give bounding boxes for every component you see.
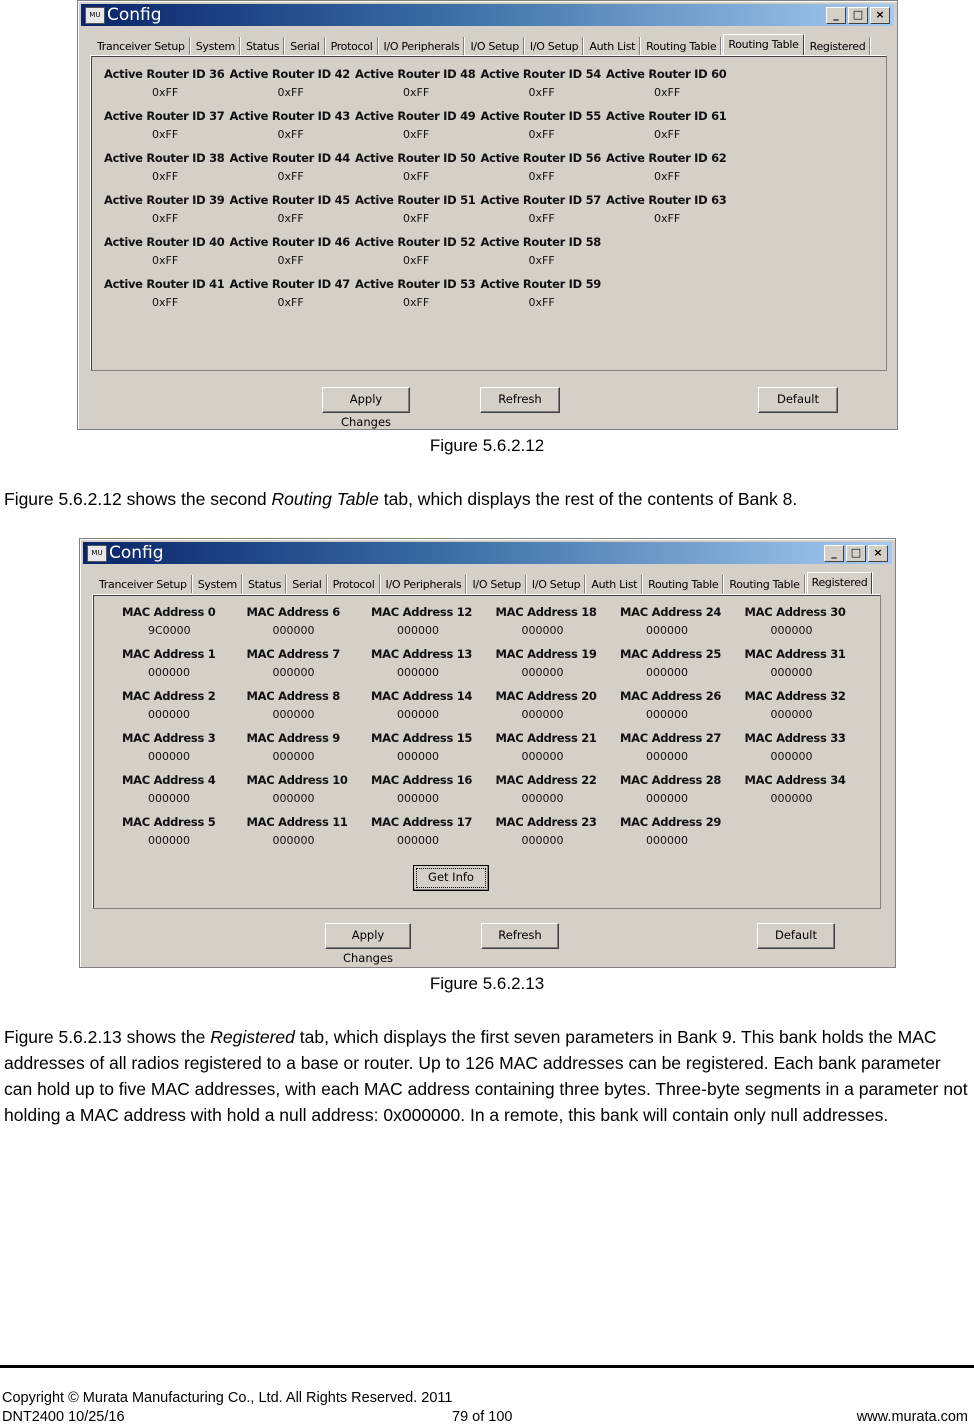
parameter-label: Active Router ID 59 [480, 277, 602, 291]
parameter-label: MAC Address 15 [371, 731, 473, 745]
parameter-cell [620, 605, 745, 637]
parameter-label: MAC Address 33 [744, 731, 846, 745]
parameter-value: 0xFF [654, 212, 681, 225]
tab-auth-list[interactable]: Auth List [585, 37, 640, 55]
parameter-value: 000000 [646, 666, 688, 679]
parameter-label: Active Router ID 39 [104, 193, 225, 207]
parameter-cell [496, 731, 621, 763]
parameter-label: MAC Address 13 [371, 647, 473, 661]
parameter-value: 000000 [770, 708, 813, 721]
parameter-value: 000000 [770, 624, 813, 637]
parameter-label: MAC Address 12 [371, 605, 473, 619]
tab-protocol[interactable]: Protocol [327, 37, 378, 55]
parameter-label: MAC Address 31 [744, 647, 846, 661]
apply-changes-button[interactable]: Apply Changes [322, 387, 410, 413]
parameter-value: 0xFF [403, 170, 430, 183]
parameter-cell [745, 689, 870, 721]
parameter-label: MAC Address 32 [744, 689, 846, 703]
parameter-cell [745, 605, 870, 637]
parameter-label: Active Router ID 38 [104, 151, 225, 165]
figure-caption: Figure 5.6.2.13 [429, 974, 545, 993]
parameter-cell [247, 647, 372, 679]
parameter-label: MAC Address 22 [495, 773, 597, 787]
app-icon: MU [85, 7, 105, 24]
parameter-value: 000000 [646, 834, 688, 847]
default-button[interactable]: Default [757, 923, 835, 949]
parameter-cell [247, 605, 372, 637]
parameter-value: 000000 [397, 792, 439, 805]
parameter-cell [496, 773, 621, 805]
minimize-icon[interactable]: _ [826, 7, 846, 24]
parameter-label: MAC Address 18 [495, 605, 597, 619]
parameter-label: Active Router ID 44 [229, 151, 351, 165]
parameter-value: 000000 [521, 792, 564, 805]
parameter-label: Active Router ID 56 [480, 151, 602, 165]
parameter-cell [122, 605, 247, 637]
parameter-label: MAC Address 2 [122, 689, 216, 703]
paragraph [4, 1024, 970, 1128]
parameter-value: 000000 [272, 624, 315, 637]
parameter-cell [481, 67, 606, 99]
parameter-label: Active Router ID 48 [355, 67, 476, 81]
parameter-label: Active Router ID 37 [104, 109, 225, 123]
tab-routing-table[interactable]: Routing Table [723, 34, 803, 57]
parameter-label: Active Router ID 47 [229, 277, 351, 291]
parameter-label: MAC Address 24 [620, 605, 722, 619]
parameter-value: 0xFF [528, 86, 555, 99]
parameter-cell [371, 731, 496, 763]
parameter-cell [104, 109, 229, 141]
parameter-cell [355, 67, 480, 99]
para-emphasis: Routing Table [271, 489, 379, 509]
close-icon[interactable]: × [870, 7, 890, 24]
parameter-value: 000000 [521, 750, 564, 763]
parameter-cell [481, 151, 606, 183]
parameter-cell [230, 109, 355, 141]
tab-registered[interactable]: Registered [806, 37, 871, 55]
tab-auth-list[interactable]: Auth List [587, 575, 642, 593]
parameter-cell [247, 731, 372, 763]
parameter-cell [104, 277, 229, 309]
parameter-label: MAC Address 10 [246, 773, 348, 787]
tab-strip [93, 33, 872, 55]
tab-system[interactable]: System [192, 37, 240, 55]
tab-tranceiver-setup[interactable]: Tranceiver Setup [95, 575, 192, 593]
apply-changes-button[interactable]: Apply Changes [325, 923, 411, 949]
parameter-value: 0xFF [277, 212, 304, 225]
parameter-cell [481, 193, 606, 225]
footer-copyright: Copyright © Murata Manufacturing Co., Ltd. All Rights Reserved. 2011 [2, 1390, 453, 1406]
parameter-cell [355, 277, 480, 309]
parameter-label: MAC Address 26 [620, 689, 722, 703]
tab-protocol[interactable]: Protocol [329, 575, 380, 593]
parameter-cell [371, 815, 496, 847]
parameter-value: 0xFF [152, 86, 179, 99]
parameter-cell [371, 689, 496, 721]
parameter-cell [371, 647, 496, 679]
parameter-cell [355, 151, 480, 183]
parameter-label: MAC Address 29 [620, 815, 722, 829]
parameter-label: MAC Address 16 [371, 773, 473, 787]
parameter-cell [122, 815, 247, 847]
parameter-value: 0xFF [277, 296, 304, 309]
parameter-label: Active Router ID 50 [355, 151, 476, 165]
parameter-value: 0xFF [654, 128, 681, 141]
parameter-cell [355, 235, 480, 267]
para-text: tab, which displays the rest of the contents of Bank 8. [378, 489, 798, 509]
parameter-cell [230, 151, 355, 183]
parameter-label: Active Router ID 46 [229, 235, 351, 249]
parameter-value: 000000 [521, 624, 564, 637]
para-text: tab, which displays the first seven parameters in Bank 9. This bank holds the MAC addresses of all radios registered to a base or router. Up to 126 MAC addresses can be registered. Each bank parameter can hold up to five MAC addresses, with each MAC address containing three bytes. Three-byte segments in a parameter not holding a MAC address with hold a null address: 0x000000. In a remote, this bank will contain only null addresses. [4, 1027, 968, 1125]
close-icon[interactable]: × [868, 545, 888, 562]
parameter-cell [122, 731, 247, 763]
parameter-value: 000000 [521, 708, 564, 721]
parameter-cell [496, 605, 621, 637]
parameter-label: MAC Address 28 [620, 773, 722, 787]
footer-page-number: 79 of 100 [452, 1409, 513, 1425]
parameter-cell [122, 647, 247, 679]
parameter-value: 000000 [148, 708, 190, 721]
parameter-label: Active Router ID 61 [606, 109, 727, 123]
refresh-button[interactable]: Refresh [481, 923, 559, 949]
parameter-label: Active Router ID 40 [104, 235, 225, 249]
parameter-cell [481, 277, 606, 309]
parameter-cell [122, 689, 247, 721]
parameter-value: 000000 [148, 792, 190, 805]
parameter-cell [247, 773, 372, 805]
parameter-cell [371, 773, 496, 805]
parameter-value: 000000 [148, 834, 190, 847]
tab-i-o-peripherals[interactable]: I/O Peripherals [380, 37, 465, 55]
parameter-value: 000000 [770, 792, 813, 805]
parameter-value: 0xFF [528, 128, 555, 141]
parameter-label: MAC Address 21 [495, 731, 597, 745]
parameter-value: 0xFF [403, 296, 430, 309]
parameter-label: MAC Address 25 [620, 647, 722, 661]
parameter-cell [122, 773, 247, 805]
parameter-value: 000000 [397, 750, 439, 763]
parameter-cell [371, 605, 496, 637]
parameter-value: 000000 [272, 750, 315, 763]
parameter-cell [745, 731, 870, 763]
parameter-cell [230, 67, 355, 99]
para-text: Figure 5.6.2.12 shows the second [4, 489, 272, 509]
parameter-label: Active Router ID 58 [480, 235, 602, 249]
parameter-value: 000000 [646, 624, 688, 637]
tab-system[interactable]: System [194, 575, 242, 593]
parameter-cell [606, 67, 731, 99]
parameter-value: 000000 [397, 708, 439, 721]
parameter-cell [620, 773, 745, 805]
parameter-cell [247, 689, 372, 721]
parameter-value: 0xFF [654, 170, 681, 183]
paragraph [4, 486, 970, 512]
parameter-cell [606, 151, 731, 183]
parameter-label: Active Router ID 54 [480, 67, 602, 81]
title-bar [83, 542, 892, 564]
parameter-label: MAC Address 7 [246, 647, 340, 661]
default-button[interactable]: Default [758, 387, 838, 413]
parameter-cell [606, 109, 731, 141]
parameter-label: MAC Address 6 [246, 605, 340, 619]
refresh-button[interactable]: Refresh [480, 387, 560, 413]
parameter-label: MAC Address 9 [246, 731, 340, 745]
parameter-label: Active Router ID 52 [355, 235, 476, 249]
window-title: Config [109, 543, 164, 563]
parameter-value: 000000 [397, 834, 439, 847]
parameter-value: 0xFF [152, 128, 179, 141]
parameter-value: 0xFF [403, 254, 430, 267]
parameter-label: MAC Address 27 [620, 731, 722, 745]
parameter-value: 0xFF [152, 170, 179, 183]
parameter-value: 000000 [770, 750, 813, 763]
parameter-value: 000000 [646, 750, 688, 763]
maximize-icon[interactable]: □ [848, 7, 868, 24]
parameter-label: MAC Address 19 [495, 647, 597, 661]
parameter-value: 000000 [521, 666, 564, 679]
parameter-cell [104, 235, 229, 267]
parameter-label: MAC Address 8 [246, 689, 340, 703]
parameter-cell [481, 109, 606, 141]
parameter-label: Active Router ID 53 [355, 277, 476, 291]
parameter-cell [620, 815, 745, 847]
parameter-value: 0xFF [152, 212, 179, 225]
parameter-cell [496, 647, 621, 679]
tab-status[interactable]: Status [244, 575, 286, 593]
parameter-label: Active Router ID 62 [606, 151, 727, 165]
tab-routing-table[interactable]: Routing Table [725, 575, 804, 593]
parameter-label: MAC Address 1 [122, 647, 216, 661]
tab-routing-table[interactable]: Routing Table [642, 37, 721, 55]
parameter-value: 0xFF [403, 86, 430, 99]
get-info-button[interactable]: Get Info [413, 865, 489, 891]
tab-i-o-setup[interactable]: I/O Setup [528, 575, 585, 593]
parameter-label: MAC Address 14 [371, 689, 473, 703]
parameter-value: 0xFF [152, 296, 179, 309]
tab-tranceiver-setup[interactable]: Tranceiver Setup [93, 37, 190, 55]
parameter-label: MAC Address 0 [122, 605, 216, 619]
parameter-label: MAC Address 5 [122, 815, 216, 829]
parameter-value: 9C0000 [148, 624, 191, 637]
tab-routing-table[interactable]: Routing Table [644, 575, 723, 593]
parameter-value: 0xFF [528, 170, 555, 183]
parameter-cell [496, 689, 621, 721]
footer-url: www.murata.com [856, 1409, 968, 1425]
parameter-value: 000000 [272, 708, 315, 721]
parameter-label: MAC Address 11 [246, 815, 348, 829]
tab-i-o-setup[interactable]: I/O Setup [466, 37, 523, 55]
parameter-cell [230, 277, 355, 309]
parameter-value: 0xFF [528, 296, 555, 309]
figure-caption: Figure 5.6.2.12 [429, 436, 545, 455]
parameter-label: MAC Address 3 [122, 731, 216, 745]
config-window-registered [79, 538, 896, 968]
parameter-cell [606, 193, 731, 225]
parameter-value: 0xFF [654, 86, 681, 99]
parameter-label: MAC Address 30 [744, 605, 846, 619]
parameter-cell [620, 647, 745, 679]
parameter-label: Active Router ID 60 [606, 67, 727, 81]
para-text: Figure 5.6.2.13 shows the [4, 1027, 211, 1047]
parameter-value: 0xFF [277, 86, 304, 99]
parameter-cell [745, 647, 870, 679]
parameter-label: Active Router ID 63 [606, 193, 727, 207]
parameter-cell [620, 731, 745, 763]
parameter-value: 0xFF [528, 254, 555, 267]
parameter-label: Active Router ID 51 [355, 193, 476, 207]
parameter-label: MAC Address 20 [495, 689, 597, 703]
para-emphasis: Registered [210, 1027, 295, 1047]
footer-doc-id: DNT2400 10/25/16 [2, 1409, 125, 1425]
parameter-value: 000000 [272, 666, 315, 679]
parameter-cell [496, 815, 621, 847]
tab-i-o-peripherals[interactable]: I/O Peripherals [382, 575, 467, 593]
parameter-value: 000000 [646, 792, 688, 805]
parameter-value: 000000 [521, 834, 564, 847]
parameter-label: MAC Address 34 [744, 773, 846, 787]
tab-i-o-setup[interactable]: I/O Setup [468, 575, 525, 593]
parameter-value: 000000 [397, 666, 439, 679]
parameter-cell [104, 151, 229, 183]
parameter-cell [745, 773, 870, 805]
parameter-label: Active Router ID 45 [229, 193, 351, 207]
parameter-cell [355, 109, 480, 141]
tab-registered[interactable]: Registered [807, 572, 873, 595]
parameter-label: MAC Address 23 [495, 815, 597, 829]
parameter-label: Active Router ID 41 [104, 277, 225, 291]
parameter-cell [104, 67, 229, 99]
parameter-label: Active Router ID 57 [480, 193, 602, 207]
parameter-value: 0xFF [403, 128, 430, 141]
parameter-cell [355, 193, 480, 225]
parameter-cell [230, 193, 355, 225]
parameter-cell [481, 235, 606, 267]
parameter-label: Active Router ID 55 [480, 109, 602, 123]
parameter-label: MAC Address 17 [371, 815, 473, 829]
parameter-label: MAC Address 4 [122, 773, 216, 787]
parameter-cell [104, 193, 229, 225]
maximize-icon[interactable]: □ [846, 545, 866, 562]
title-bar [81, 4, 894, 26]
tab-serial[interactable]: Serial [286, 37, 324, 55]
parameter-value: 000000 [148, 666, 190, 679]
parameter-value: 0xFF [277, 128, 304, 141]
parameter-cell [230, 235, 355, 267]
app-icon: MU [87, 545, 107, 562]
parameter-value: 000000 [272, 834, 315, 847]
parameter-value: 000000 [148, 750, 190, 763]
parameter-label: Active Router ID 43 [229, 109, 351, 123]
config-window-routing-table [77, 0, 898, 430]
parameter-value: 000000 [272, 792, 315, 805]
parameter-value: 000000 [397, 624, 439, 637]
parameter-value: 0xFF [528, 212, 555, 225]
parameter-value: 000000 [770, 666, 813, 679]
parameter-value: 0xFF [277, 170, 304, 183]
window-title: Config [107, 5, 162, 25]
parameter-cell [620, 689, 745, 721]
parameter-label: Active Router ID 36 [104, 67, 225, 81]
minimize-icon[interactable]: _ [824, 545, 844, 562]
parameter-label: Active Router ID 49 [355, 109, 476, 123]
parameter-label: Active Router ID 42 [229, 67, 351, 81]
parameter-value: 000000 [646, 708, 688, 721]
footer-rule [0, 1365, 974, 1368]
parameter-value: 0xFF [403, 212, 430, 225]
tab-i-o-setup[interactable]: I/O Setup [526, 37, 583, 55]
parameter-value: 0xFF [277, 254, 304, 267]
parameter-cell [247, 815, 372, 847]
tab-strip [95, 571, 874, 593]
parameter-value: 0xFF [152, 254, 179, 267]
tab-status[interactable]: Status [242, 37, 284, 55]
tab-serial[interactable]: Serial [288, 575, 326, 593]
